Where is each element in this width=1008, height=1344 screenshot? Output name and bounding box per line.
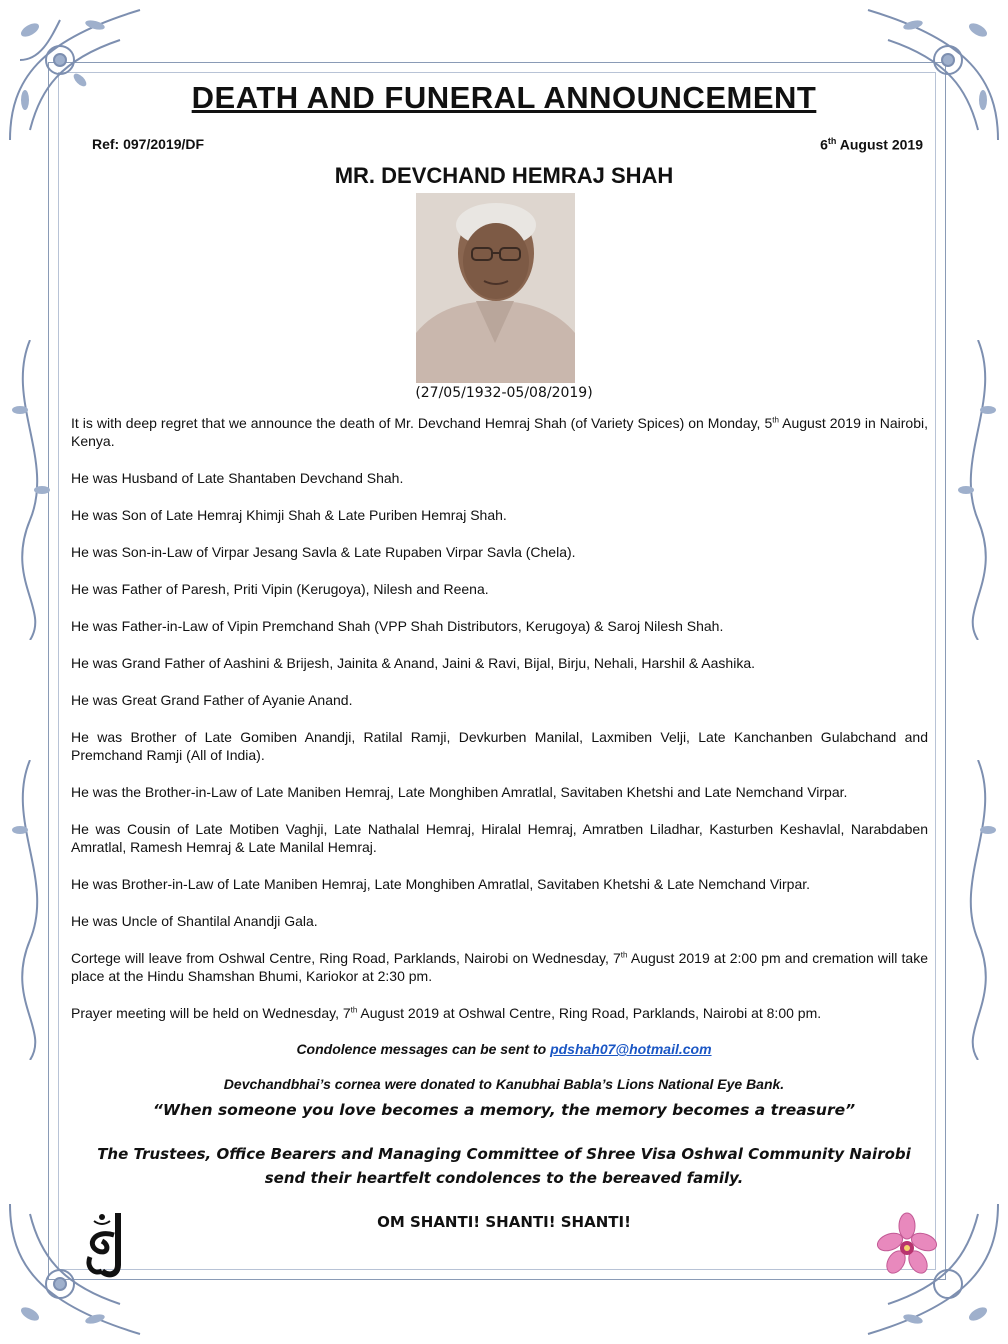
paragraph: He was Brother of Late Gomiben Anandji, Ratilal Ramji, Devkurben Manilal, Laxmiben Velji, Late Kanchanben Gulabchand and Premchand Ramji (All of India). [71, 729, 928, 763]
paragraph: He was Great Grand Father of Ayanie Anand. [71, 692, 353, 708]
paragraph: It is with deep regret that we announce the death of Mr. Devchand Hemraj Shah (of Variety Spices) on Monday, 5th August 2019 in Nairobi, Kenya. [71, 415, 928, 449]
condolence-line: Condolence messages can be sent to pdshah07@hotmail.com [296, 1041, 712, 1057]
announcement-body [71, 414, 928, 1041]
paragraph: Prayer meeting will be held on Wednesday, 7th August 2019 at Oshwal Centre, Ring Road, Parklands, Nairobi at 8:00 pm. [71, 1005, 822, 1021]
om-shanti: OM SHANTI! SHANTI! SHANTI! [377, 1213, 631, 1231]
paragraph: He was Cousin of Late Motiben Vaghji, Late Nathalal Hemraj, Hiralal Hemraj, Amratben Liladhar, Kasturben Keshavlal, Narabdaben Amratlal, Ramesh Hemraj & Late Manilal Hemraj. [71, 821, 928, 855]
life-dates: (27/05/1932-05/08/2019) [415, 385, 593, 401]
paragraph: He was Father-in-Law of Vipin Premchand Shah (VPP Shah Distributors, Kerugoya) & Saroj Nilesh Shah. [71, 618, 724, 634]
paragraph: He was Son-in-Law of Virpar Jesang Savla & Late Rupaben Virpar Savla (Chela). [71, 544, 576, 560]
floral-ornament-icon [858, 0, 1008, 150]
paragraph: He was Husband of Late Shantaben Devchand Shah. [71, 470, 404, 486]
deceased-name: MR. DEVCHAND HEMRAJ SHAH [334, 163, 674, 188]
paragraph: He was Son of Late Hemraj Khimji Shah & Late Puriben Hemraj Shah. [71, 507, 507, 523]
portrait-photo [416, 193, 575, 383]
memorial-quote: “When someone you love becomes a memory, the memory becomes a treasure” [152, 1101, 856, 1119]
paragraph: He was the Brother-in-Law of Late Maniben Hemraj, Late Monghiben Amratlal, Savitaben Khetshi and Late Nemchand Virpar. [71, 784, 848, 800]
paragraph: Cortege will leave from Oshwal Centre, Ring Road, Parklands, Nairobi on Wednesday, 7th August 2019 at 2:00 pm and cremation will take place at the Hindu Shamshan Bhumi, Kariokor at 2:30 pm. [71, 950, 928, 984]
trustees-condolence [0, 1142, 1008, 1190]
announcement-date: 6th August 2019 [820, 136, 923, 153]
announcement-title: DEATH AND FUNERAL ANNOUNCEMENT [191, 80, 817, 115]
paragraph: He was Uncle of Shantilal Anandji Gala. [71, 913, 318, 929]
paragraph: He was Father of Paresh, Priti Vipin (Kerugoya), Nilesh and Reena. [71, 581, 489, 597]
vine-ornament-icon [0, 760, 60, 1060]
floral-ornament-icon [0, 0, 150, 150]
cornea-donation-note: Devchandbhai’s cornea were donated to Kanubhai Babla’s Lions National Eye Bank. [223, 1076, 785, 1092]
reference-number: Ref: 097/2019/DF [92, 136, 205, 152]
vine-ornament-icon [948, 760, 1008, 1060]
orchid-flower-icon [876, 1212, 938, 1280]
paragraph: He was Brother-in-Law of Late Maniben Hemraj, Late Monghiben Amratlal, Savitaben Khetshi & Late Nemchand Virpar. [71, 876, 811, 892]
paragraph: He was Grand Father of Aashini & Brijesh, Jainita & Anand, Jaini & Ravi, Bijal, Birju, Nehali, Harshil & Aashika. [71, 655, 755, 671]
trustees-line: send their heartfelt condolences to the bereaved family. [264, 1169, 744, 1187]
condolence-email-link[interactable]: pdshah07@hotmail.com [550, 1041, 712, 1057]
jain-symbol-icon [80, 1205, 132, 1280]
trustees-line: The Trustees, Office Bearers and Managing Committee of Shree Visa Oshwal Community Nairobi [97, 1145, 911, 1163]
